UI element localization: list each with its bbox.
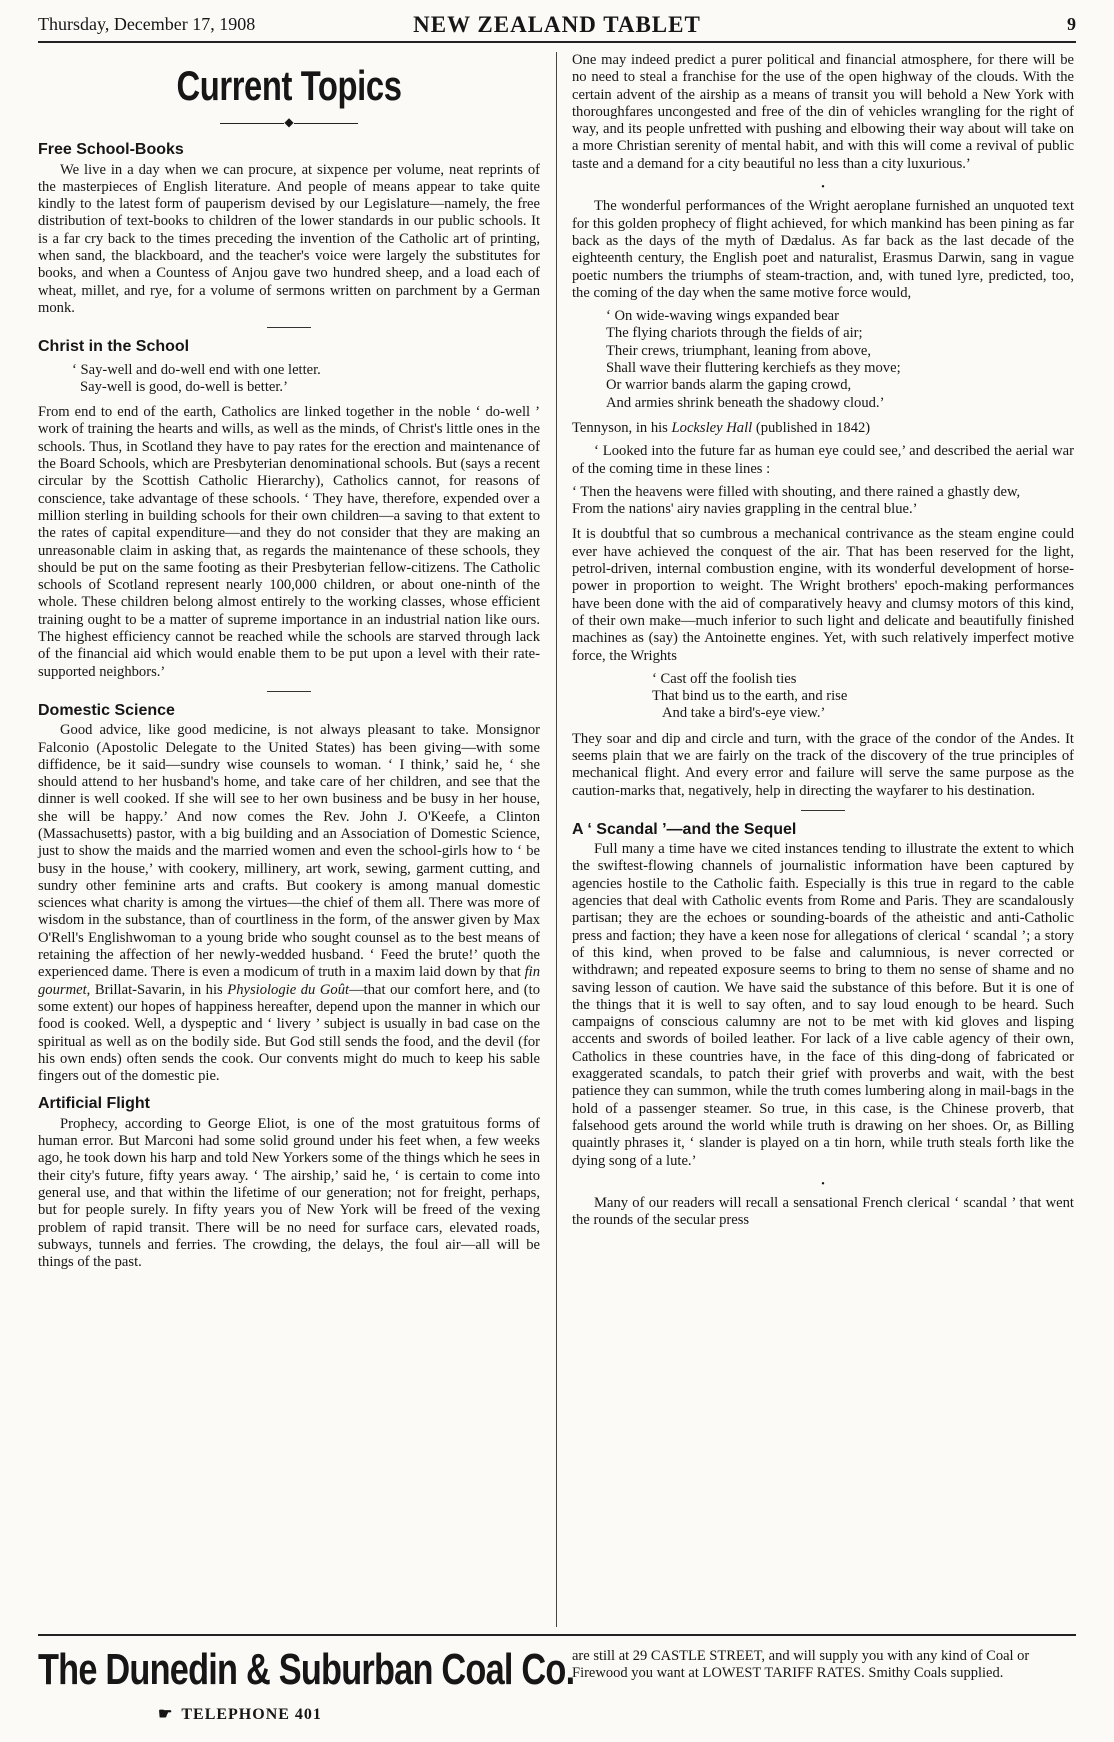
paragraph: From end to end of the earth, Catholics are linked together in the noble ‘ do-well ’ work of training the hearts and wills, as well as the minds, of Christ's little ones in the schools. Thus, in Scotland they have to pay rates for the erection and maintenance of the Board Schools, which are Presbyterian denominational schools. But (says a recent circular by the Scottish Catholic Hierarchy), Catholics cannot, for reasons of conscience, take advantage of these schools. ‘ They have, therefore, expended over a million sterling in building schools for their own children—a saving to that extent to the rates of capital expenditure—and they do not consider that they are making an unreasonable claim in asking that, as regards the maintenance of these schools, they should be put on the same footing as their Presbyterian fellow-citizens. The Catholic schools of Scotland represent nearly 100,000 children, or about one-ninth of the whole. These children belong almost entirely to the working classes, whose efficient training ought to be a matter of supreme importance in an industrial nation like ours. The highest efficiency cannot be reached while the schools are starved through lack of the financial aid which would enable them to be put upon a level with their rate-supported neighbors.’: [38, 404, 540, 680]
section-rule: [267, 327, 311, 328]
paragraph: ‘ Looked into the future far as human eye could see,’ and described the aerial war of the coming time in these lines :: [572, 443, 1074, 477]
telephone: ☛ TELEPHONE 401: [158, 1706, 322, 1723]
heading-christ-in-school: Christ in the School: [38, 338, 190, 356]
page-header: [38, 10, 1076, 40]
verse-say-well: ‘ Say-well and do-well end with one letter. Say-well is good, do-well is better.’: [72, 361, 321, 395]
newspaper-title: NEW ZEALAND TABLET: [413, 12, 701, 37]
right-column: [572, 52, 1074, 1236]
heading-scandal: A ‘ Scandal ’—and the Sequel: [572, 820, 797, 838]
left-column: [38, 52, 540, 1277]
title-ornament: ◆: [38, 114, 540, 131]
verse-wrights: ‘ Cast off the foolish ties That bind us to the earth, and rise And take a bird's-eye view.’: [652, 670, 848, 722]
paragraph: It is doubtful that so cumbrous a mechanical contrivance as the steam engine could ever have achieved the conquest of the air. That has been reserved for the light, petrol-driven, internal combustion engine, with its wonderful development of horse-power in proportion to weight. The Wright brothers' epoch-making performances have been done with the aid of comparatively heavy and clumsy motors of this kind, of their own make—much inferior to such light and delicate and beautifully finished machines as (say) the Antoinette engines. Yet, with such relatively imperfect motive force, the Wrights: [572, 526, 1074, 664]
pointing-hand-icon: ☛: [158, 1706, 174, 1723]
separator-mark: •: [821, 182, 825, 194]
heading-artificial-flight: Artificial Flight: [38, 1095, 150, 1113]
ad-text: are still at 29 CASTLE STREET, and will supply you with any kind of Coal or Firewood you want at LOWEST TARIFF RATES. Smithy Coals supplied.: [572, 1648, 1030, 1681]
main-title: Current Topics: [176, 62, 402, 109]
footer-advertisement: [38, 1634, 1076, 1734]
paragraph: One may indeed predict a purer political and financial atmosphere, for there will be no need to steal a franchise for the use of the open highway of the clouds. With the certain advent of the airship as a means of transit you will behold a New York with thoroughfares uncongested and free of the din of vehicles wrangling for the right of way, and its people unfretted with pushing and elbowing their way about will take on a more Christian serenity of mental habit, and with this will come a revival of public taste and a demand for a city beautiful no less than a city luxurious.’: [572, 52, 1074, 172]
paragraph: They soar and dip and circle and turn, with the grace of the condor of the Andes. It seems plain that we are fairly on the track of the discovery of the true principles of mechanical flight. And every error and failure will serve the same purpose as the caution-marks that, negatively, help in directing the wayfarer to his destination.: [572, 730, 1074, 799]
column-divider: [556, 52, 557, 1627]
paragraph: Good advice, like good medicine, is not always pleasant to take. Monsignor Falconio (Apostolic Delegate to the United States) has been giving—with some diffidence, be it said—sundry wise counsels to woman. ‘ I think,’ said he, ‘ she should attend to her husband's home, and take care of her children, and see that the dinner is well cooked. If she will see to her own business and be busy in her house, she will be happy.’ And now comes the Rev. John J. O'Keefe, a Clinton (Massachusetts) pastor, with a big building and an Association of Domestic Science, just to show the maids and the married women and even the school-girls how to ‘ be busy in the house,’ with cookery, millinery, art work, sewing, garment cutting, and sundry other feminine arts and crafts. But cookery is among manual domestic sciences what charity is among the virtues—the chief of them all. There was more of wisdom in the substance, than of courtliness in the form, of the answer given by Max O'Rell's Englishwoman to a young bride who sought counsel as to the best means of retaining the affection of her newly-wedded husband. ‘ Feed the brute!’ quoth the experienced dame. There is even a modicum of truth in a maxim laid down by that fin gourmet, Brillat-Savarin, in his Physiologie du Goût—that our comfort here, and (to some extent) our hopes of happiness hereafter, depend upon the manner in which our food is cooked. Well, a dyspeptic and ‘ livery ’ subject is usually in bad case on the spiritual as well as on the bodily side. But God still sends the food, and the devil (for his own ends) often sends the cook. Our convents might do much to keep his sable fingers out of the domestic pie.: [38, 722, 541, 1085]
paragraph: We live in a day when we can procure, at sixpence per volume, neat reprints of the masterpieces of English literature. And people of means appear to take quite kindly to the latest form of pauperism devised by our Legislature—namely, the free distribution of text-books to children of the lower standards in our public schools. It is a far cry back to the times preceding the invention of the Catholic art of printing, when sand, the blackboard, and the teacher's voice were largely the substitutes for books, and when a Countess of Anjou gave two hundred sheep, and a load each of wheat, millet, and rye, for a volume of sermons written on parchment by a German monk.: [38, 161, 540, 316]
header-rule: [38, 41, 1076, 43]
footer-rule: [38, 1634, 1076, 1636]
section-rule: [267, 691, 311, 692]
paragraph: Prophecy, according to George Eliot, is one of the most gratuitous forms of human error. But Marconi had some solid ground under his feet when, a few weeks ago, he took down his harp and told New Yorkers some of the things which he sees in their city's future, fifty years away. ‘ The airship,’ said he, ‘ is certain to come into general use, and that within the lifetime of our generation; not for freight, perhaps, but for people surely. In fifty years you of New York will be freed of the vexing problem of rapid transit. There will be no need for surface cars, elevated roads, subways, tunnels and ferries. The crowding, the delays, the foul air—all will be things of the past.: [38, 1115, 540, 1271]
paragraph: Tennyson, in his Locksley Hall (published in 1842): [572, 419, 871, 436]
section-rule: [801, 810, 845, 811]
page-number: 9: [1067, 14, 1076, 34]
heading-free-school-books: Free School-Books: [38, 141, 184, 159]
verse-darwin: ‘ On wide-waving wings expanded bear The flying chariots through the fields of air; Their crews, triumphant, leaning from above, Shall wave their fluttering kerchiefs as they move; Or warrior bands alarm the gaping crowd, And armies shrink beneath the shadowy cloud.’: [606, 308, 901, 411]
paragraph: Many of our readers will recall a sensational French clerical ‘ scandal ’ that went the rounds of the secular press: [572, 1195, 1074, 1229]
verse-tennyson: ‘ Then the heavens were filled with shouting, and there rained a ghastly dew, From the nations' airy navies grappling in the central blue.’: [572, 483, 1021, 518]
paragraph: Full many a time have we cited instances tending to illustrate the extent to which the swiftest-flowing channels of journalistic information have been captured by agencies hostile to the Catholic faith. Especially is this true in regard to the cable agencies that deal with Catholic events from Rome and Paris. They are scandalously partisan; they are the echoes or sounding-boards of the atheistic and anti-Catholic press and faction; they have a keen nose for allegations of clerical ‘ scandal ’; a story of this kind, when proved to be false and calumnious, is never corrected or withdrawn; and repeated exposure seems to bring to them no sense of shame and no saving lesson of caution. We have said the substance of this before. But it is one of the things that it is well to say often, and to say loud enough to be heard. Such campaigns of conscious calumny are not to be met with kid gloves and lisping accents and swords of boiled leather. For lack of a live cable agency of their own, Catholics in these countries have, in the face of this ding-dong of fabricated or exaggerated scandals, to patch their grief with proverbs and wait, with the best patience they can summon, while the truth comes lumbering along in mail-bags in the hold of a passenger steamer. So true, in this case, is the Chinese proverb, that falsehood gets around the world while truth is drawing on her shoes. Or, as Billing quaintly phrases it, ‘ slander is played on a tin horn, while truth steals forth like the dying song of a lute.’: [572, 841, 1074, 1169]
separator-mark: •: [821, 1178, 825, 1190]
paragraph: The wonderful performances of the Wright aeroplane furnished an unquoted text for this golden prophecy of flight achieved, for which mankind has been pining as far back as the days of the myth of Dædalus. As far back as the last decade of the eighteenth century, the English poet and naturalist, Erasmus Darwin, sang in vague poetic numbers the triumphs of steam-traction, and, with tuned lyre, predicted, too, the coming of the day when the same motive force would,: [572, 198, 1074, 301]
company-name: The Dunedin & Suburban Coal Co.: [38, 1645, 575, 1694]
header-date: Thursday, December 17, 1908: [38, 14, 256, 34]
heading-domestic-science: Domestic Science: [38, 701, 175, 719]
